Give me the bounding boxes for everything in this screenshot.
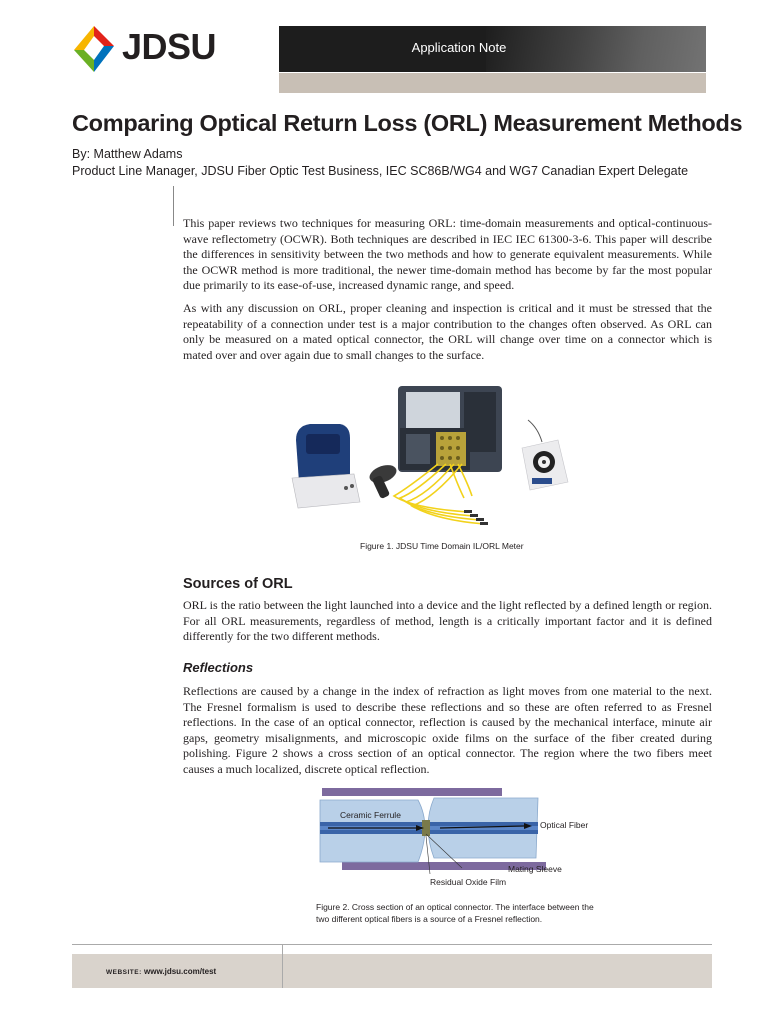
logo-wordmark: JDSU — [122, 26, 217, 67]
page-title: Comparing Optical Return Loss (ORL) Measurement Methods — [72, 110, 743, 136]
heading-reflections: Reflections — [183, 660, 254, 675]
figure2-caption: Figure 2. Cross section of an optical connector. The interface between the two different optical fibers is a source of a Fresnel reflection. — [316, 902, 594, 924]
banner-label: Application Note — [411, 40, 507, 55]
author-byline: By: Matthew Adams — [72, 147, 183, 161]
label-optical-fiber: Optical Fiber — [540, 820, 589, 830]
heading-sources-of-orl: Sources of ORL — [183, 576, 293, 592]
printer-device — [292, 424, 360, 508]
label-mating-sleeve: Mating Sleeve — [508, 864, 562, 874]
author-block — [72, 146, 688, 180]
author-role: Product Line Manager, JDSU Fiber Optic Test Business, IEC SC86B/WG4 and WG7 Canadian Expert Delegate — [72, 164, 689, 178]
mating-sleeve-top — [322, 788, 502, 796]
intro-vertical-rule — [173, 186, 174, 226]
footer-divider — [282, 944, 283, 988]
footer-website-link[interactable]: www.jdsu.com/test — [144, 967, 217, 976]
figure1-caption: Figure 1. JDSU Time Domain IL/ORL Meter — [360, 541, 524, 551]
label-residual-oxide-film: Residual Oxide Film — [430, 877, 507, 887]
paragraph-intro: This paper reviews two techniques for measuring ORL: time-domain measurements and optical-continuous-wave reflectometry (OCWR). Both techniques are described in IEC IEC 61300-3-6. This paper will describe the differences in sensitivity between the two methods and how to generate equivalent measurements. While the OCWR method is more traditional, the newer time-domain method has become by far the most popular due primarily to its ease-of-use, increased dynamic range, and speed. — [183, 216, 712, 292]
orl-meter-instrument — [398, 386, 502, 472]
light-source-device — [522, 420, 568, 490]
jdsu-logo — [70, 24, 230, 76]
footer-website — [106, 967, 216, 976]
label-ceramic-ferrule: Ceramic Ferrule — [340, 810, 401, 820]
footer-website-label: WEBSITE: — [106, 969, 142, 976]
paragraph-cleaning: As with any discussion on ORL, proper cleaning and inspection is critical and it must be stressed that the repeatability of a connection under test is a major contribution to the changes often observed. As ORL can only be measured on a mated optical connector, the ORL will change over time on a connector which is mated over and over again due to small changes to the surface. — [183, 301, 712, 362]
figure1-illustration — [288, 378, 572, 536]
header-banner — [279, 26, 706, 72]
paragraph-sources: ORL is the ratio between the light launched into a device and the light reflected by a defined length or region. For all ORL measurements, regardless of method, length is a critically important factor and it is defined differently for the two different methods. — [183, 598, 712, 643]
jdsu-logo-mark-icon — [70, 24, 118, 76]
paragraph-reflections: Reflections are caused by a change in the index of refraction as light moves from one material to the next. The Fresnel formalism is used to describe these reflections and so these are often referred to as Fresnel reflections. In the case of an optical connector, reflection is caused by the mechanical interface, minute air gaps, geometry misalignments, and microscopic oxide films on the surface of the fiber created during polishing. Figure 2 shows a cross section of an optical connector. The region where the two fibers meet causes a much localized, discrete optical reflection. — [183, 684, 712, 776]
inspection-probe — [367, 462, 399, 499]
figure2-diagram — [312, 786, 594, 890]
connector-cross-section — [312, 786, 594, 890]
footer-rule — [72, 944, 712, 945]
banner-underbar — [279, 73, 706, 93]
